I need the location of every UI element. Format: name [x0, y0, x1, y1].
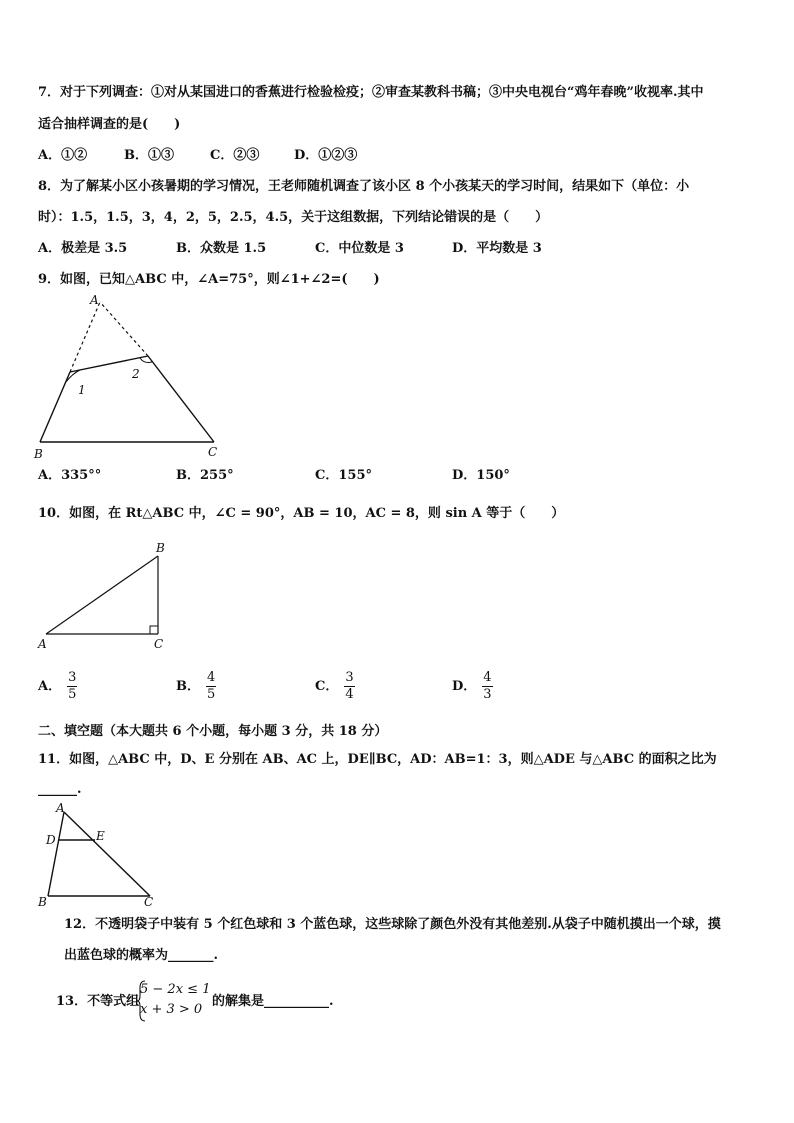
q11-side-ab — [48, 812, 64, 896]
q9-label-b: B — [34, 447, 43, 461]
q10-option-b-den: 5 — [207, 687, 216, 702]
q11-side-ac — [64, 812, 150, 896]
q8-line1: 8．为了解某小区小孩暑期的学习情况，王老师随机调查了该小区 8 个小孩某天的学习时间，结果如下（单位：小 — [38, 179, 690, 194]
q13-inequality-1: 5 − 2x ≤ 1 — [140, 982, 211, 997]
q10-label-c: C — [154, 637, 164, 651]
q10-option-c-den: 4 — [345, 687, 354, 702]
q9-label-1: 1 — [78, 383, 86, 397]
q11-label-e: E — [96, 829, 105, 843]
q9-dashed-left — [70, 302, 100, 372]
q10-option-a-letter: A． — [38, 679, 62, 694]
q10-option-c-letter: C． — [315, 679, 339, 694]
q9-label-c: C — [208, 445, 218, 459]
q10-option-b-num: 4 — [207, 670, 216, 685]
q11-label-b: B — [38, 895, 47, 909]
q8-option-b: B．众数是 1.5 — [176, 241, 267, 256]
q10-option-d-den: 3 — [483, 687, 492, 702]
q11-stem: 11．如图，△ABC 中，D、E 分别在 AB、AC 上，DE∥BC，AD：AB=1：3，则△ADE 与△ABC 的面积之比为 — [38, 752, 717, 767]
q10-option-a-den: 5 — [68, 687, 77, 702]
q11-label-a: A — [56, 801, 65, 815]
q10-right-angle-mark — [150, 626, 158, 634]
q11-label-d: D — [46, 833, 56, 847]
q10-stem: 10．如图，在 Rt△ABC 中，∠C = 90°，AB = 10，AC = 8，则 sin A 等于（ ） — [38, 506, 565, 521]
q10-option-a-fraction — [67, 670, 77, 703]
q9-side-c-cut — [148, 356, 214, 442]
q8-line2: 时）：1.5，1.5，3，4，2，5，2.5，4.5，关于这组数据，下列结论错误的是（ ） — [38, 210, 549, 225]
q9-figure — [30, 292, 230, 462]
q10-option-b-letter: B． — [176, 679, 200, 694]
q9-label-2: 2 — [132, 367, 140, 381]
q10-figure — [36, 540, 176, 652]
q10-option-d-fraction — [482, 670, 492, 703]
q10-option-a-num: 3 — [68, 670, 77, 685]
q10-option-d — [452, 670, 493, 703]
q7-option-c: C．②③ — [210, 148, 260, 163]
q11-blank: ______. — [38, 782, 82, 797]
q10-option-c-fraction — [344, 670, 354, 703]
q8-option-d: D．平均数是 3 — [452, 241, 542, 256]
q12-line2: 出蓝色球的概率为_______. — [64, 948, 219, 963]
q7-option-a: A．①② — [38, 148, 88, 163]
q13-prefix: 13．不等式组 — [56, 994, 140, 1009]
q10-option-c-num: 3 — [345, 670, 354, 685]
q10-side-ab — [46, 556, 158, 634]
q10-label-a: A — [38, 637, 47, 651]
q9-option-b: B．255° — [176, 468, 234, 483]
q13-inequality-2: x + 3 > 0 — [140, 1002, 203, 1017]
q10-option-a — [38, 670, 77, 703]
q11-figure — [34, 800, 164, 910]
q10-option-d-letter: D． — [452, 679, 477, 694]
q10-option-b-fraction — [206, 670, 216, 703]
q11-label-c: C — [144, 895, 154, 909]
q10-option-c — [315, 670, 355, 703]
q7-line1: 7．对于下列调查：①对从某国进口的香蕉进行检验检疫；②审查某教科书稿；③中央电视台“鸡年春晚”收视率.其中 — [38, 85, 704, 100]
q8-option-a: A．极差是 3.5 — [38, 241, 128, 256]
q9-label-a: A — [90, 293, 99, 307]
q9-dashed-right — [100, 302, 148, 356]
q9-option-d: D．150° — [452, 468, 510, 483]
q8-option-c: C．中位数是 3 — [315, 241, 404, 256]
section-2-heading: 二、填空题（本大题共 6 个小题，每小题 3 分，共 18 分） — [38, 724, 388, 739]
q10-label-b: B — [156, 541, 165, 555]
q13-suffix: 的解集是__________. — [212, 994, 334, 1009]
q10-option-b — [176, 670, 216, 703]
q9-stem: 9．如图，已知△ABC 中，∠A=75°，则∠1+∠2=( ) — [38, 272, 380, 287]
q9-side-b-cut — [40, 372, 70, 442]
q9-option-a: A．335°° — [38, 468, 102, 483]
q12-line1: 12．不透明袋子中装有 5 个红色球和 3 个蓝色球，这些球除了颜色外没有其他差别.从袋子中随机摸出一个球，摸 — [64, 917, 721, 932]
q10-option-d-num: 4 — [483, 670, 492, 685]
q9-option-c: C．155° — [315, 468, 372, 483]
q13-system — [140, 980, 210, 1020]
q7-line2: 适合抽样调查的是( ) — [38, 117, 181, 132]
q7-option-b: B．①③ — [124, 148, 174, 163]
q7-option-d: D．①②③ — [294, 148, 358, 163]
